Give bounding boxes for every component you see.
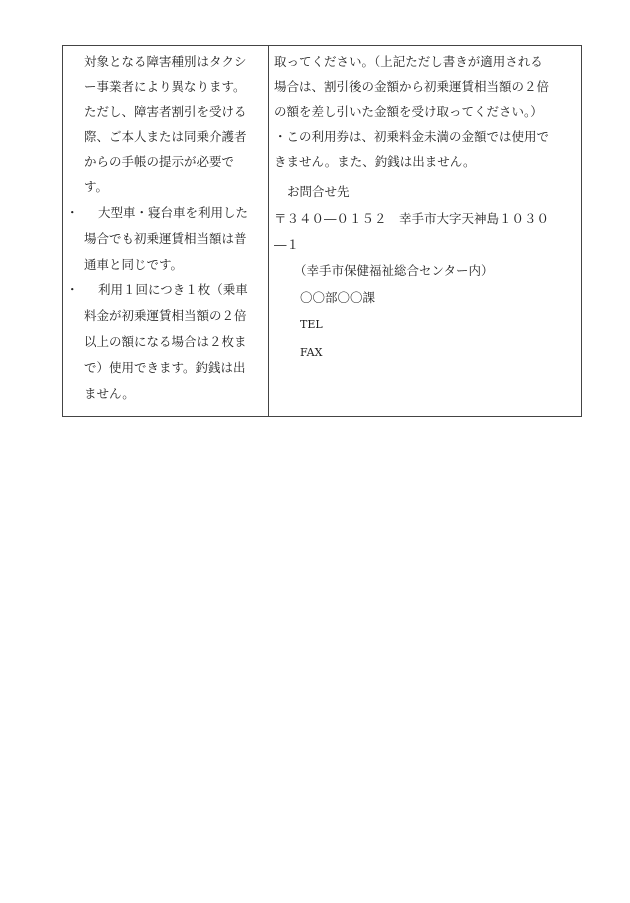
right-line: の額を差し引いた金額を受け取ってください。） [274,104,543,119]
right-line: 場合は、割引後の金額から初乗運賃相当額の２倍 [274,79,550,94]
bullet-mark: ・ [66,205,79,220]
left-line: ません。 [84,386,135,401]
left-line: ただし、障害者割引を受ける [84,104,247,119]
left-line: ー事業者により異なります。 [84,79,246,94]
tel-label: TEL [300,318,323,331]
postal-address-cont: ―１ [274,237,300,252]
contact-heading: お問合せ先 [287,184,350,199]
left-line: 場合でも初乗運賃相当額は普 [84,231,247,246]
left-line: 通車と同じです。 [84,257,184,272]
left-line: 大型車・寝台車を利用した [98,205,249,220]
left-line: からの手帳の提示が必要で [84,154,235,169]
left-line: 際、ご本人または同乗介護者 [84,129,247,144]
column-divider [268,46,269,416]
bullet-mark: ・ [66,282,79,297]
fax-label: FAX [300,346,323,359]
right-line: 取ってください。（上記ただし書きが適用される [274,54,543,69]
left-line: 料金が初乗運賃相当額の２倍 [84,308,247,323]
office-location: （幸手市保健福祉総合センター内） [294,263,494,278]
right-line: きません。また、釣銭は出ません。 [274,154,476,169]
left-line: 利用１回につき１枚（乗車 [98,282,248,297]
left-line: で）使用できます。釣銭は出 [84,360,246,375]
postal-address: 〒３４０―０１５２ 幸手市大字天神島１０３０ [274,211,550,226]
right-line: ・この利用券は、初乗料金未満の金額では使用で [274,129,550,144]
left-line: す。 [84,179,109,194]
left-line: 対象となる障害種別はタクシ [84,54,247,69]
department: 〇〇部〇〇課 [300,290,376,305]
left-line: 以上の額になる場合は２枚ま [84,334,247,349]
